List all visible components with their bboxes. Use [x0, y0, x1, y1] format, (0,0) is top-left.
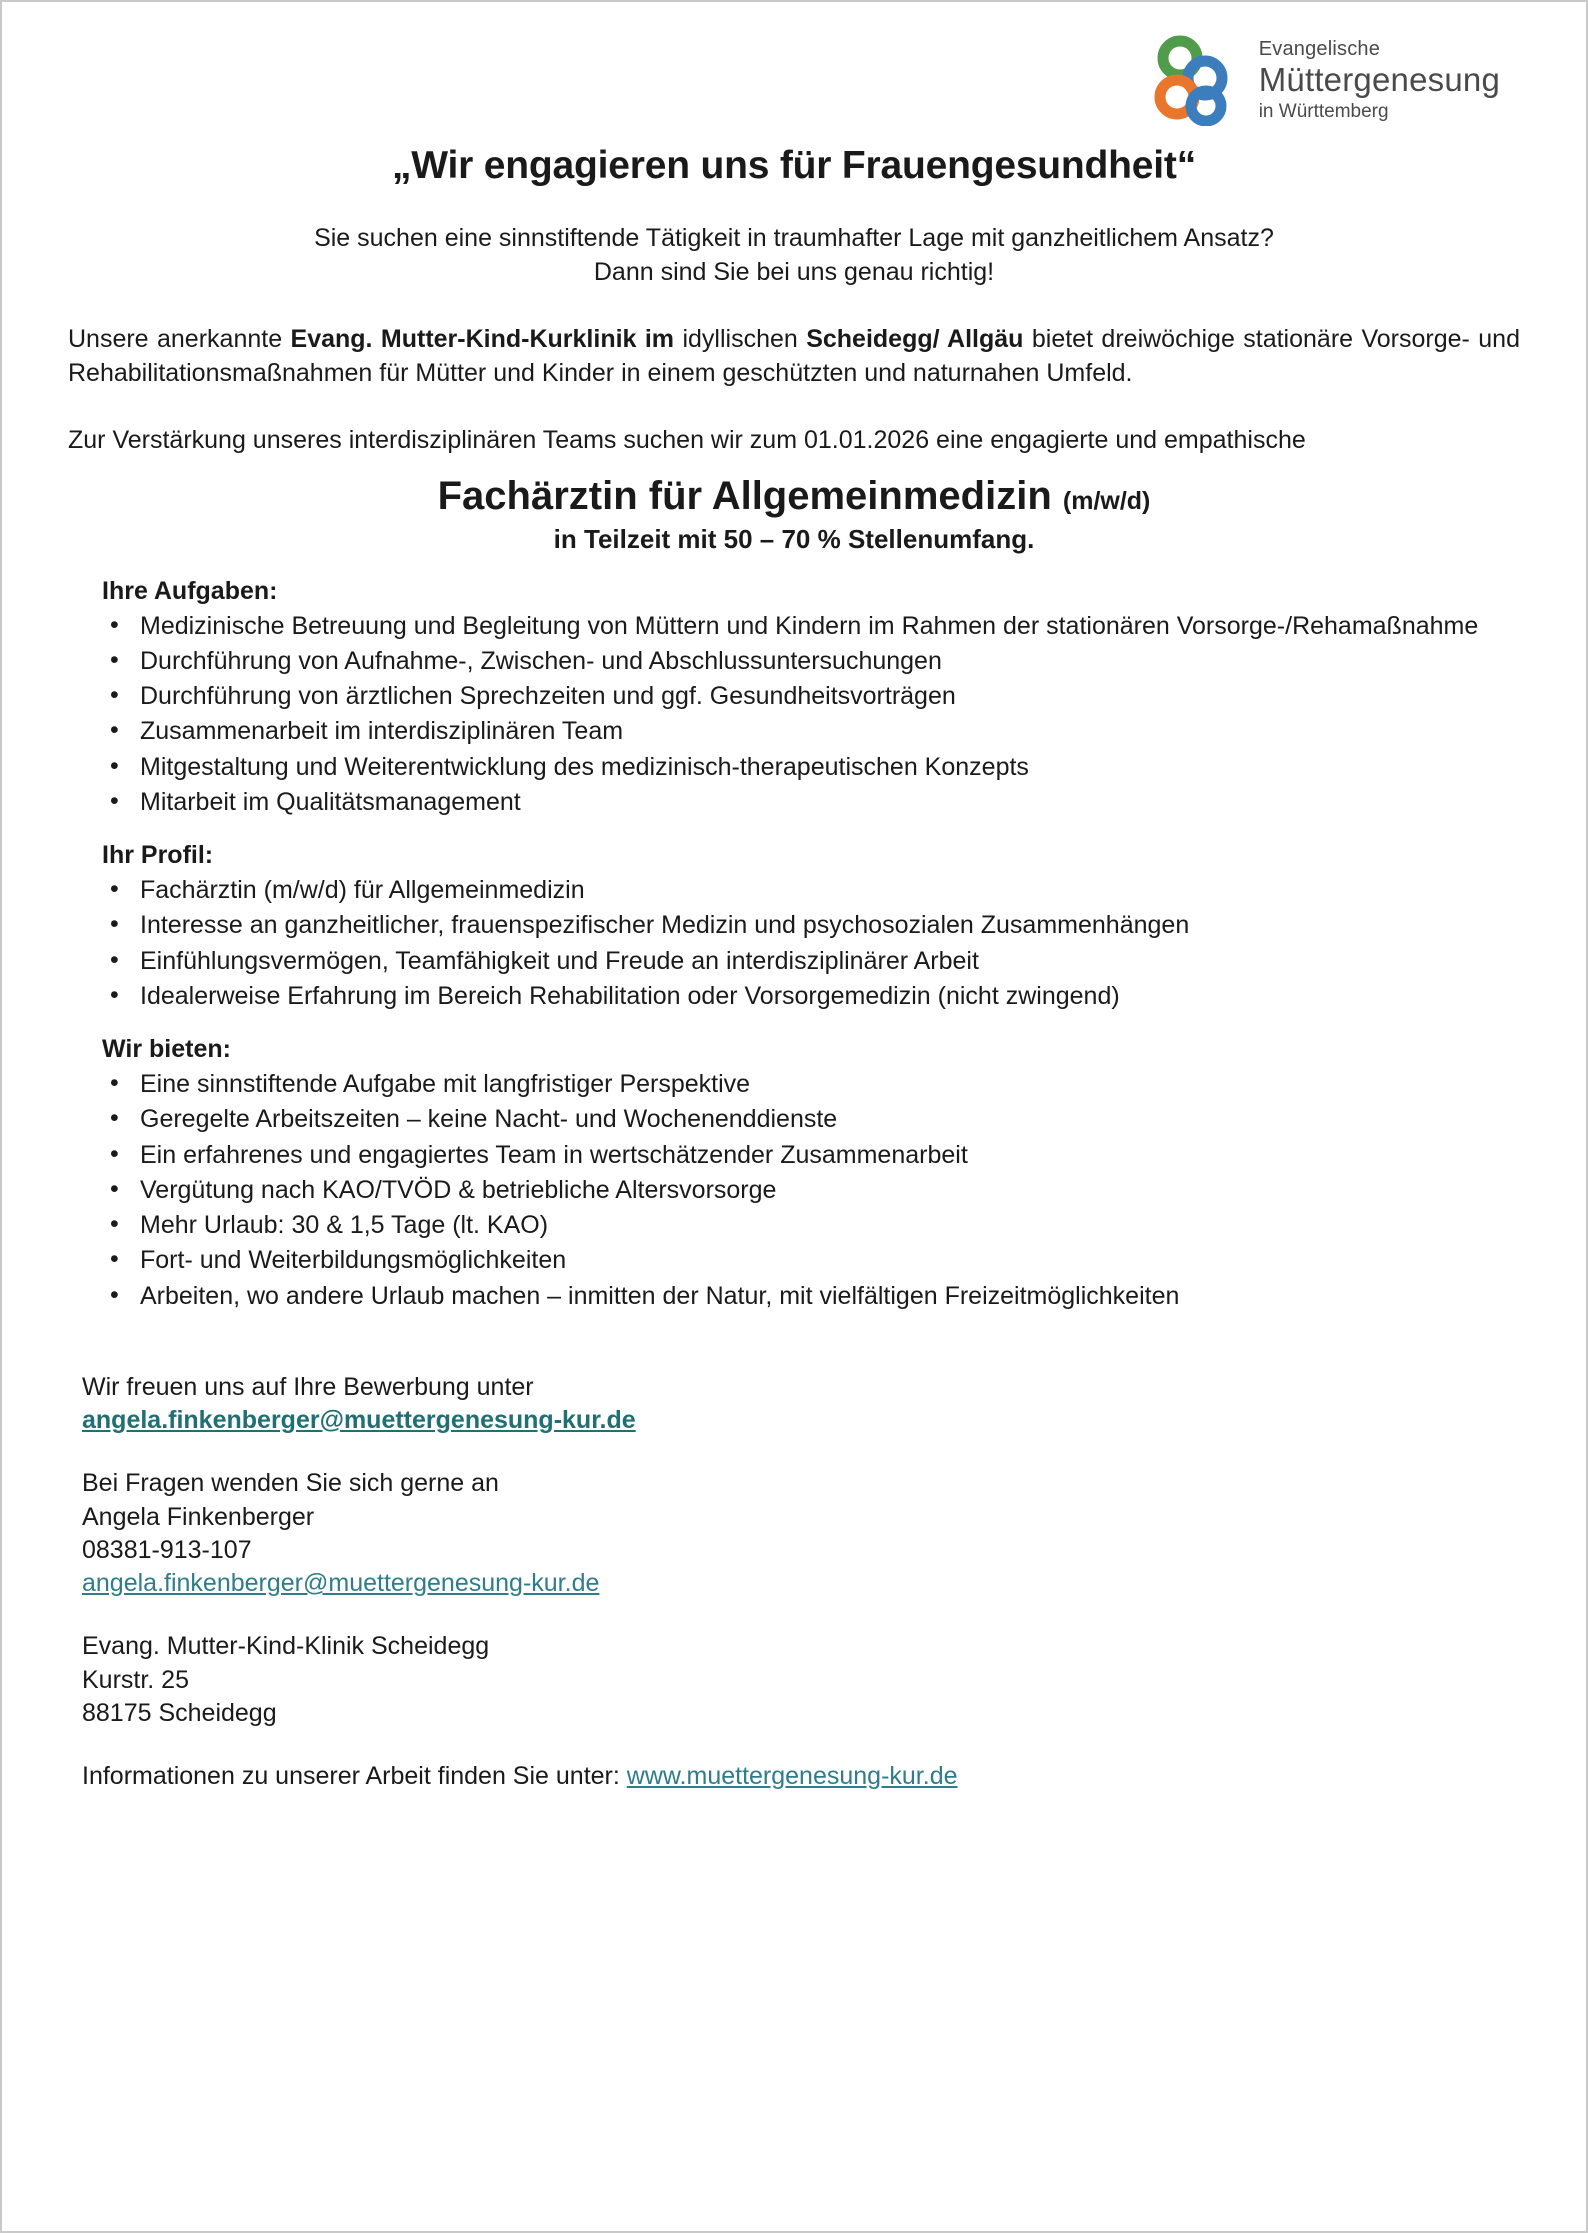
intro-line-2: Dann sind Sie bei uns genau richtig!: [593, 257, 995, 286]
list-item: • Durchführung von Aufnahme-, Zwischen- und Abschlussuntersuchungen: [140, 645, 1520, 678]
list-item: • Mitarbeit im Qualitätsmanagement: [140, 786, 1520, 819]
info-text: Informationen zu unserer Arbeit finden Sie unter:: [82, 1762, 627, 1790]
address-line-1: Evang. Mutter-Kind-Klinik Scheidegg: [82, 1632, 490, 1661]
list-item: • Fort- und Weiterbildungsmöglichkeiten: [140, 1244, 1520, 1277]
logo-line-2: Müttergenesung: [1258, 60, 1500, 98]
offer-list: [68, 1068, 1520, 1313]
search-paragraph: Zur Verstärkung unseres interdisziplinären Teams suchen wir zum 01.01.2026 eine engagierte und empathische: [68, 426, 1306, 454]
list-item: • Interesse an ganzheitlicher, frauenspezifischer Medizin und psychosozialen Zusammenhängen: [140, 909, 1520, 942]
list-item: • Mitgestaltung und Weiterentwicklung des medizinisch-therapeutischen Konzepts: [140, 751, 1520, 784]
muettergenesung-logo-icon: [1143, 34, 1243, 126]
list-item: • Arbeiten, wo andere Urlaub machen – inmitten der Natur, mit vielfältigen Freizeitmöglichkeiten: [140, 1280, 1520, 1313]
logo-line-1: Evangelische: [1258, 38, 1381, 61]
list-item: • Durchführung von ärztlichen Sprechzeiten und ggf. Gesundheitsvorträgen: [140, 680, 1520, 713]
section-title-offer: Wir bieten:: [102, 1035, 231, 1063]
about-bold-2: Scheidegg/ Allgäu: [806, 325, 1024, 353]
job-subtitle: in Teilzeit mit 50 – 70 % Stellenumfang.: [553, 523, 1035, 554]
job-title-gender: (m/w/d): [1062, 486, 1151, 515]
application-email-link[interactable]: angela.finkenberger@muettergenesung-kur.de: [82, 1406, 636, 1434]
job-title-text: Fachärztin für Allgemeinmedizin: [437, 473, 1052, 518]
logo-row: [68, 20, 1520, 138]
list-item: • Geregelte Arbeitszeiten – keine Nacht- und Wochenenddienste: [140, 1103, 1520, 1136]
intro-text: [68, 222, 1520, 289]
address-line-2: Kurstr. 25: [82, 1665, 189, 1694]
intro-line-1: Sie suchen eine sinnstiftende Tätigkeit in traumhafter Lage mit ganzheitlichem Ansatz?: [314, 224, 1274, 252]
logo-wordmark: [1259, 38, 1500, 122]
list-item: • Ein erfahrenes und engagiertes Team in wertschätzender Zusammenarbeit: [140, 1139, 1520, 1172]
list-item: • Idealerweise Erfahrung im Bereich Rehabilitation oder Vorsorgemedizin (nicht zwingend): [140, 980, 1520, 1013]
section-title-profile: Ihr Profil:: [102, 841, 214, 869]
list-item: • Fachärztin (m/w/d) für Allgemeinmedizin: [140, 874, 1520, 907]
about-text-3: bietet dreiwöchige stationäre Vorsorge- und Rehabilitationsmaßnahmen für Mütter und Kinder in einem geschützten und naturnahen Umfeld.: [68, 325, 1520, 387]
job-title: [68, 474, 1520, 518]
organization-logo: [1143, 34, 1500, 126]
list-item: • Mehr Urlaub: 30 & 1,5 Tage (lt. KAO): [140, 1209, 1520, 1242]
application-intro: Wir freuen uns auf Ihre Bewerbung unter: [82, 1372, 534, 1401]
section-title-tasks: Ihre Aufgaben:: [102, 576, 278, 605]
address-block: [82, 1630, 1520, 1730]
profile-list: [68, 874, 1520, 1013]
address-line-3: 88175 Scheidegg: [82, 1698, 277, 1727]
website-link[interactable]: www.muettergenesung-kur.de: [626, 1762, 958, 1790]
contact-person: Angela Finkenberger: [82, 1502, 315, 1531]
page-content: [2, 2, 1586, 2231]
questions-block: [82, 1467, 1520, 1600]
about-text-2: idyllischen: [674, 325, 807, 353]
questions-intro: Bei Fragen wenden Sie sich gerne an: [82, 1469, 499, 1498]
contact-section: [68, 1371, 1520, 1794]
list-item: • Zusammenarbeit im interdisziplinären Team: [140, 715, 1520, 748]
page-title: „Wir engagieren uns für Frauengesundheit“: [391, 144, 1197, 187]
list-item: • Vergütung nach KAO/TVÖD & betriebliche Altersvorsorge: [140, 1174, 1520, 1207]
list-item: • Eine sinnstiftende Aufgabe mit langfristiger Perspektive: [140, 1068, 1520, 1101]
info-block: [82, 1760, 1520, 1793]
tasks-list: [68, 610, 1520, 820]
contact-email-link[interactable]: angela.finkenberger@muettergenesung-kur.de: [82, 1569, 600, 1597]
list-item: • Medizinische Betreuung und Begleitung von Müttern und Kindern im Rahmen der stationären Vorsorge-/Rehamaßnahme: [140, 610, 1520, 643]
about-text-1: Unsere anerkannte: [68, 325, 291, 353]
about-paragraph: [68, 323, 1520, 390]
list-item: • Einfühlungsvermögen, Teamfähigkeit und Freude an interdisziplinärer Arbeit: [140, 945, 1520, 978]
contact-phone: 08381-913-107: [82, 1535, 252, 1564]
logo-line-3: in Württemberg: [1258, 100, 1389, 122]
application-block: [82, 1371, 1520, 1438]
about-bold-1: Evang. Mutter-Kind-Kurklinik im: [290, 325, 675, 353]
